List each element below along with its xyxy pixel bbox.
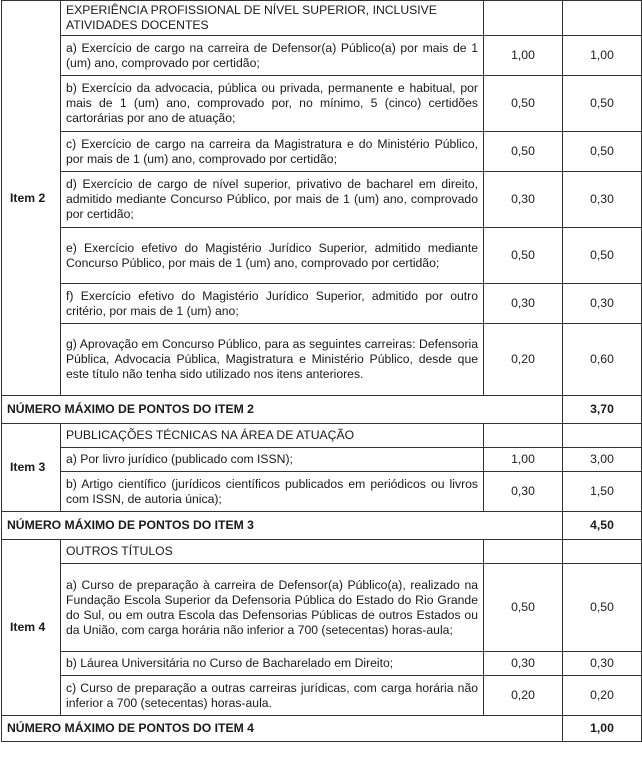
item-label: Item 4 [2, 540, 61, 716]
empty-cell [484, 540, 563, 564]
criterion-row [2, 76, 642, 132]
criterion-description: d) Exercício de cargo de nível superior, privativo de bacharel em direito, admitido mediante Concurso Público, por mais de 1 (um) ano, comprovado por certidão; [61, 172, 484, 228]
unit-points: 0,20 [484, 676, 563, 716]
criterion-description: b) Láurea Universitária no Curso de Bacharelado em Direito; [61, 652, 484, 676]
section-title: EXPERIÊNCIA PROFISSIONAL DE NÍVEL SUPERIOR, INCLUSIVE ATIVIDADES DOCENTES [61, 1, 484, 36]
criterion-description: a) Curso de preparação à carreira de Defensor(a) Público(a), realizado na Fundação Escola Superior da Defensoria Pública do Estado do Rio Grande do Sul, ou em outra Escola das Defensorias Públicas de outros Estados ou da União, com carga horária não inferior a 700 (setecentas) horas-aula; [61, 564, 484, 652]
max-points: 0,50 [563, 228, 642, 284]
criterion-row [2, 284, 642, 324]
max-points: 0,50 [563, 76, 642, 132]
unit-points: 1,00 [484, 36, 563, 76]
criterion-description: e) Exercício efetivo do Magistério Jurídico Superior, admitido mediante Concurso Público, por mais de 1 (um) ano, comprovado por certidão; [61, 228, 484, 284]
unit-points: 0,30 [484, 284, 563, 324]
unit-points: 0,50 [484, 132, 563, 172]
unit-points: 0,50 [484, 564, 563, 652]
max-points: 0,50 [563, 564, 642, 652]
total-label: NÚMERO MÁXIMO DE PONTOS DO ITEM 2 [2, 396, 563, 424]
unit-points: 0,30 [484, 472, 563, 512]
criterion-description: b) Artigo científico (jurídicos científicos publicados em periódicos ou livros com ISSN, de autoria única); [61, 472, 484, 512]
empty-cell [563, 1, 642, 36]
total-label: NÚMERO MÁXIMO DE PONTOS DO ITEM 4 [2, 716, 563, 742]
criterion-row [2, 564, 642, 652]
unit-points: 0,30 [484, 652, 563, 676]
empty-cell [563, 540, 642, 564]
criterion-row [2, 172, 642, 228]
max-points: 0,20 [563, 676, 642, 716]
max-points: 1,00 [563, 36, 642, 76]
total-value: 4,50 [563, 512, 642, 540]
section-title-row [2, 540, 642, 564]
item-label: Item 2 [2, 1, 61, 396]
criterion-description: g) Aprovação em Concurso Público, para as seguintes carreiras: Defensoria Pública, Advocacia Pública, Magistratura e Ministério Público, desde que este título não tenha sido utilizado nos itens anteriores. [61, 324, 484, 396]
total-value: 1,00 [563, 716, 642, 742]
section-title-row [2, 1, 642, 36]
item-label: Item 3 [2, 424, 61, 512]
section-title: PUBLICAÇÕES TÉCNICAS NA ÁREA DE ATUAÇÃO [61, 424, 484, 448]
max-points: 1,50 [563, 472, 642, 512]
empty-cell [563, 424, 642, 448]
criterion-description: f) Exercício efetivo do Magistério Jurídico Superior, admitido por outro critério, por mais de 1 (um) ano; [61, 284, 484, 324]
criterion-row [2, 36, 642, 76]
max-points: 0,30 [563, 284, 642, 324]
criterion-description: b) Exercício da advocacia, pública ou privada, permanente e habitual, por mais de 1 (um) ano, comprovado por, no mínimo, 5 (cinco) certidões cartorárias por ano de atuação; [61, 76, 484, 132]
total-row [2, 512, 642, 540]
max-points: 0,60 [563, 324, 642, 396]
total-row [2, 396, 642, 424]
criterion-row [2, 132, 642, 172]
points-table [1, 0, 642, 742]
total-row [2, 716, 642, 742]
unit-points: 0,50 [484, 228, 563, 284]
unit-points: 0,30 [484, 172, 563, 228]
unit-points: 1,00 [484, 448, 563, 472]
empty-cell [484, 1, 563, 36]
max-points: 0,30 [563, 172, 642, 228]
total-label: NÚMERO MÁXIMO DE PONTOS DO ITEM 3 [2, 512, 563, 540]
empty-cell [484, 424, 563, 448]
unit-points: 0,20 [484, 324, 563, 396]
criterion-row [2, 324, 642, 396]
unit-points: 0,50 [484, 76, 563, 132]
max-points: 0,50 [563, 132, 642, 172]
max-points: 0,30 [563, 652, 642, 676]
section-title-row [2, 424, 642, 448]
criterion-row [2, 652, 642, 676]
criterion-description: c) Curso de preparação a outras carreiras jurídicas, com carga horária não inferior a 700 (setecentas) horas-aula. [61, 676, 484, 716]
criterion-row [2, 676, 642, 716]
criterion-row [2, 448, 642, 472]
criterion-description: a) Exercício de cargo na carreira de Defensor(a) Público(a) por mais de 1 (um) ano, comprovado por certidão; [61, 36, 484, 76]
criterion-row [2, 472, 642, 512]
max-points: 3,00 [563, 448, 642, 472]
section-title: OUTROS TÍTULOS [61, 540, 484, 564]
criterion-description: a) Por livro jurídico (publicado com ISSN); [61, 448, 484, 472]
total-value: 3,70 [563, 396, 642, 424]
criterion-description: c) Exercício de cargo na carreira da Magistratura e do Ministério Público, por mais de 1 (um) ano, comprovado por certidão; [61, 132, 484, 172]
criterion-row [2, 228, 642, 284]
